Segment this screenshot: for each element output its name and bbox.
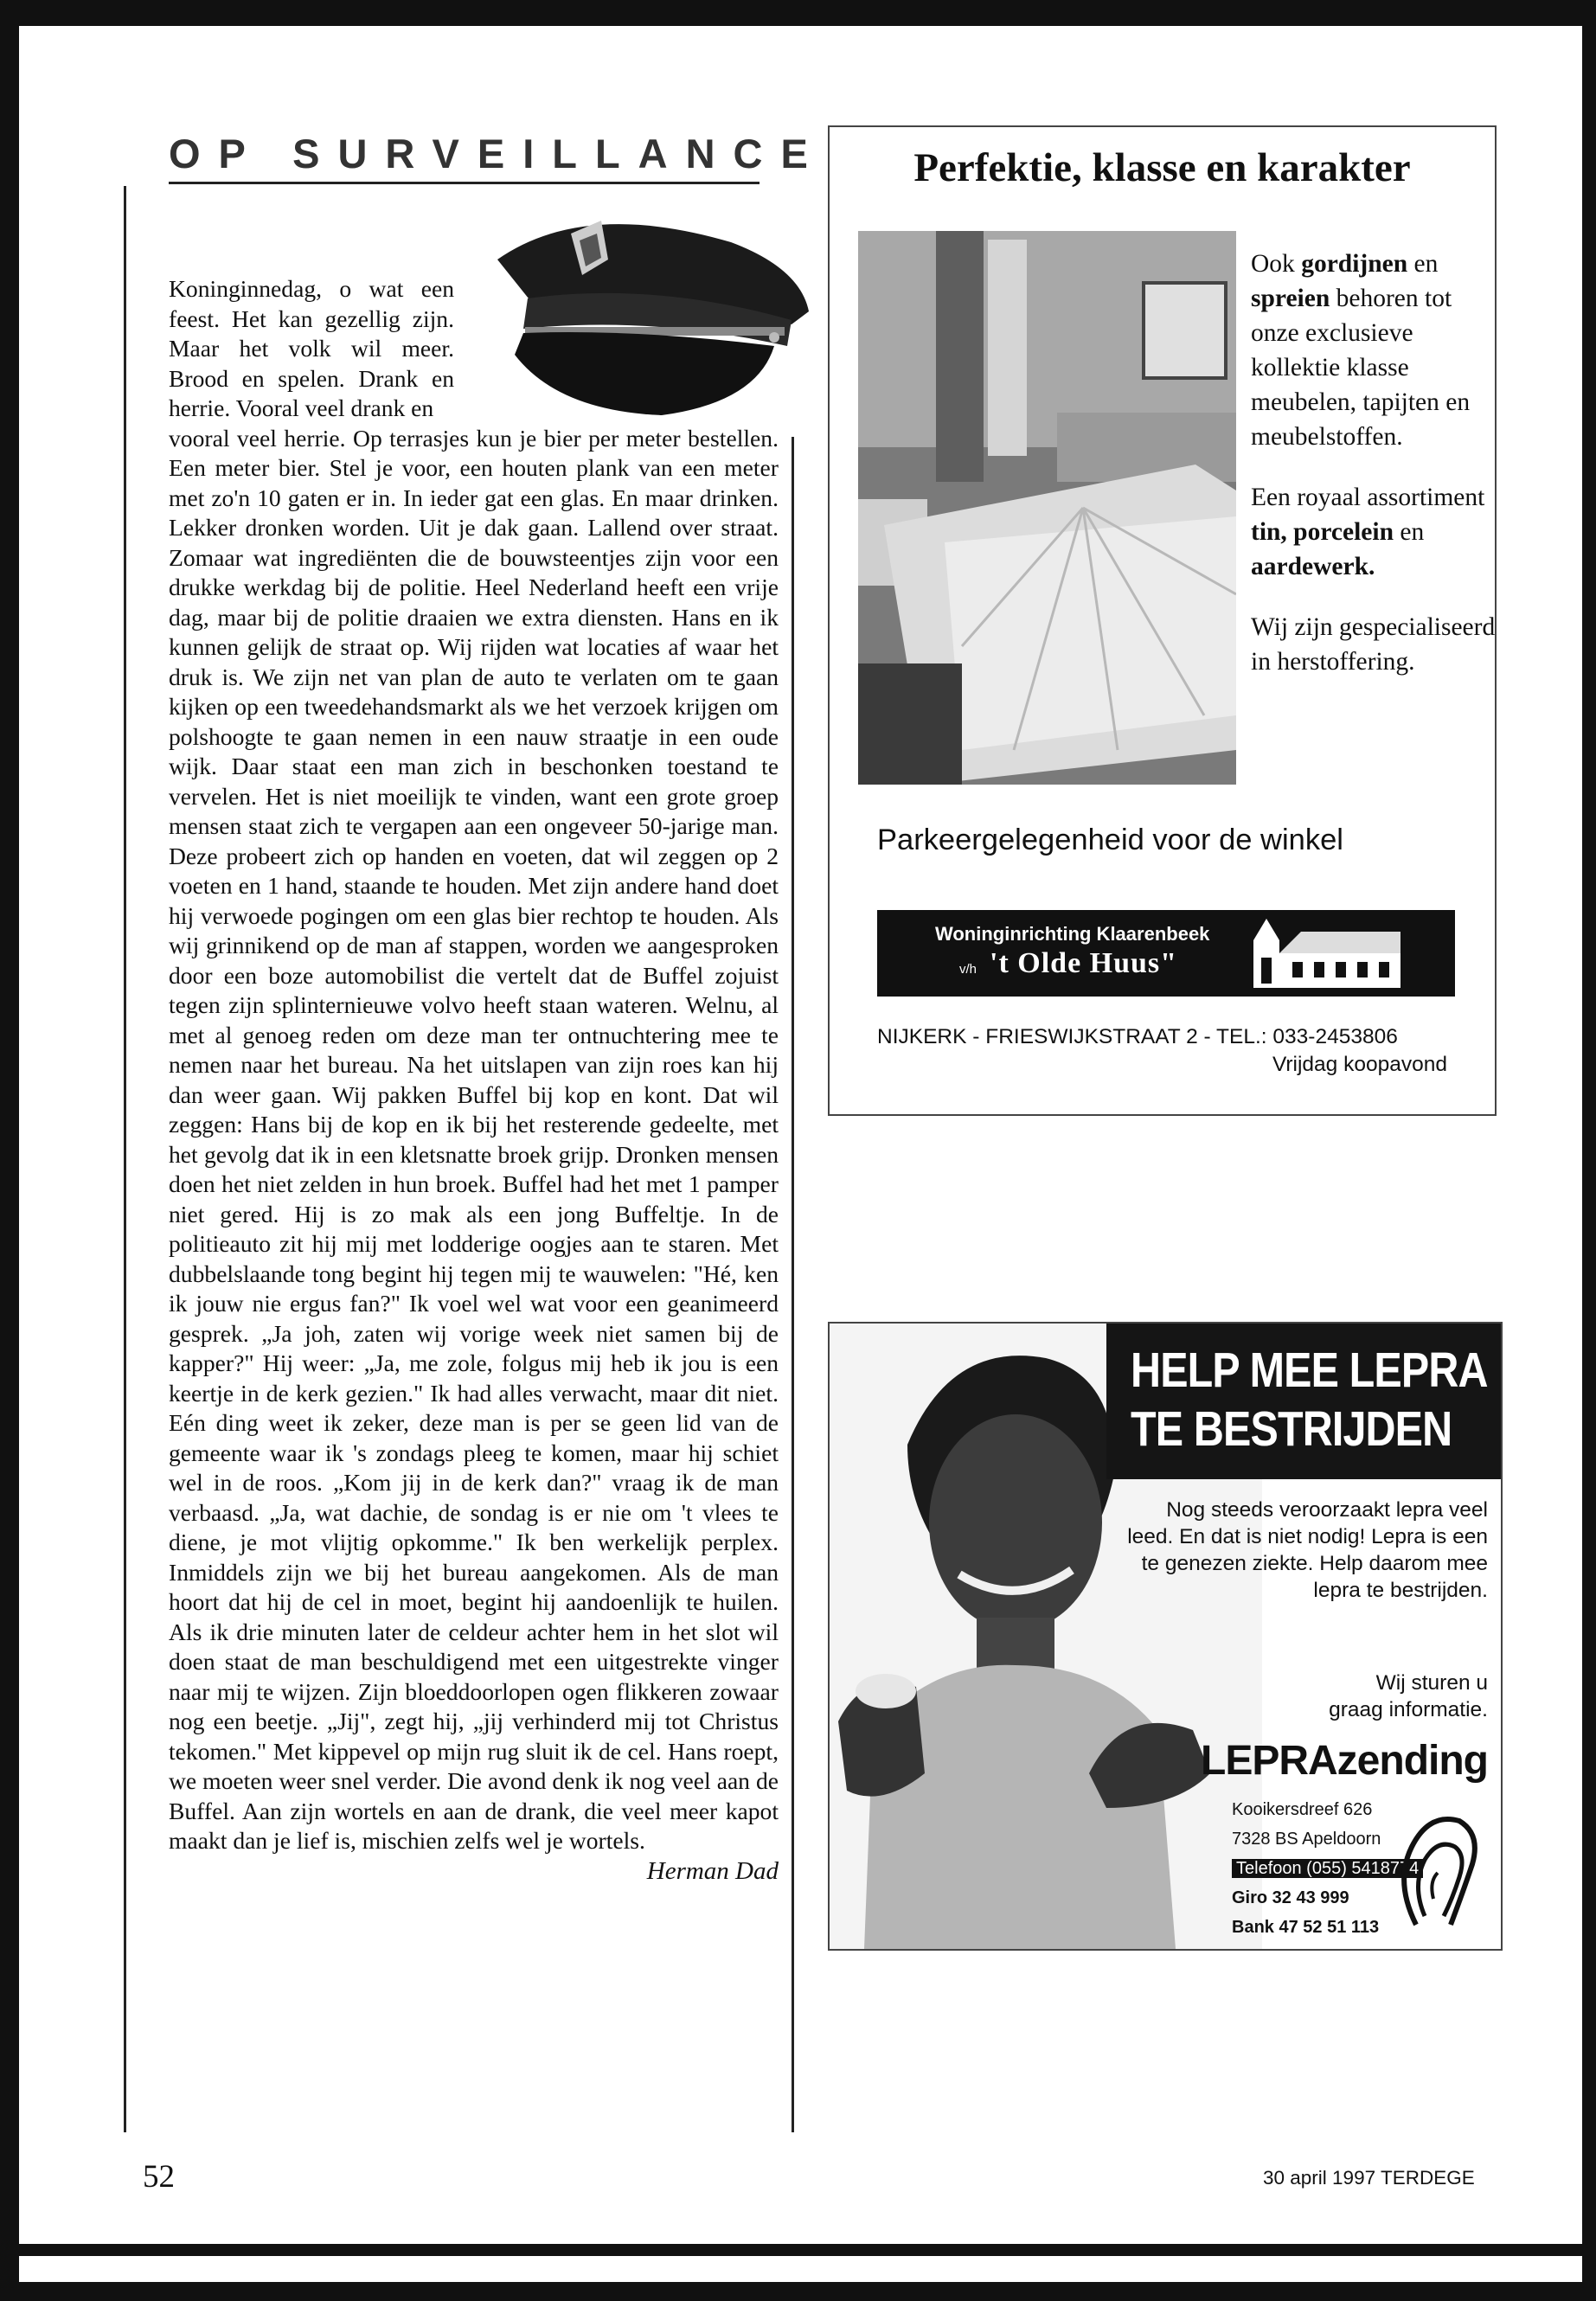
lepra-bank: Bank 47 52 51 113 (1232, 1918, 1380, 1937)
furniture-ad-headline: Perfektie, klasse en karakter (913, 145, 1411, 190)
house-icon (1249, 914, 1405, 992)
furniture-ad-paragraph-3: Wij zijn gespecialiseerd in herstoffering. (1251, 613, 1496, 676)
page-border-right (1582, 0, 1596, 2301)
furniture-ad-copy (1251, 247, 1497, 705)
page-border-bottom-band (0, 2244, 1596, 2256)
lepra-info-note: Wij sturen u graag informatie. (1329, 1671, 1488, 1721)
article (169, 274, 779, 1886)
furniture-ad-paragraph-2: Een royaal assortiment tin, porcelein en aardewerk. (1251, 484, 1485, 580)
lepra-message: Nog steeds veroorzaakt lepra veel leed. En dat is niet nodig! Lepra is een te genezen ziekte. Help daarom mee lepra te bestrijden. (1127, 1498, 1488, 1602)
furniture-ad-paragraph-1: Ook gordijnen en spreien behoren tot onze exclusieve kollektie klasse meubelen, tapijten en meubelstoffen. (1251, 250, 1471, 451)
shop-logo-bar (877, 910, 1455, 997)
page-border-top (0, 0, 1596, 26)
lepra-logo-icon (1390, 1804, 1485, 1933)
shop-prefix: v/h (959, 962, 977, 977)
shop-address: NIJKERK - FRIESWIJKSTRAAT 2 - TEL.: 033-2453806 (877, 1025, 1398, 1048)
article-lead: Koninginnedag, o wat een feest. Het kan gezellig zijn. Maar het volk wil meer. Brood en spelen. Drank en herrie. Vooral veel drank en (169, 275, 454, 421)
shop-logo-text: 't Olde Huus" (990, 947, 1178, 979)
furniture-ad (828, 125, 1497, 1116)
section-title: OP SURVEILLANCE (169, 131, 826, 176)
bedroom-photo (858, 231, 1236, 785)
lepra-street: Kooikersdreef 626 (1232, 1800, 1373, 1819)
lepra-phone: Telefoon (055) 5418774 (1232, 1859, 1423, 1878)
column-rule-middle (792, 437, 794, 2132)
parking-note: Parkeergelegenheid voor de winkel (877, 824, 1343, 856)
shop-opening-note: Vrijdag koopavond (1272, 1053, 1447, 1076)
shop-name: Woninginrichting Klaarenbeek (935, 923, 1210, 945)
column-rule-left (124, 186, 126, 2132)
lepra-headline-line-1: HELP MEE LEPRA (1131, 1343, 1488, 1398)
lepra-headline (1106, 1324, 1501, 1479)
lepra-city: 7328 BS Apeldoorn (1232, 1830, 1381, 1849)
page-border-bottom (0, 2282, 1596, 2301)
page-number: 52 (143, 2159, 175, 2195)
lepra-headline-line-2: TE BESTRIJDEN (1131, 1401, 1452, 1457)
issue-date: 30 april 1997 TERDEGE (1263, 2167, 1475, 2189)
article-body: vooral veel herrie. Op terrasjes kun je bier per meter bestellen. Een meter bier. Stel je voor, een houten plank van een meter met zo'n 10 gaten er in. In ieder gat een glas. En maar drinken. Lekker dronken worden. Uit je dak gaan. Lallend over straat. Zomaar wat ingrediënten die de bouwsteentjes zijn voor een drukke werkdag bij de politie. Heel Nederland heeft een vrije dag, maar bij de politie draaien we extra diensten. Hans en ik kunnen gelijk de straat op. Wij rijden wat locaties af waar het druk is. We zijn net van plan de auto te verlaten om te gaan kijken op een tweedehandsmarkt als we het verzoek krijgen om polshoogte te gaan nemen in een nauw straatje in een oude wijk. Daar staat een man zich in beschonken toestand te vervelen. Het is niet moeilijk te vinden, want een grote groep mensen staat zich te vergapen aan een ongeveer 50-jarige man. Deze probeert zich op handen en voeten, dat wil zeggen op 2 voeten en 1 hand, staande te houden. Met zijn andere hand doet hij verwoede pogingen om een glas bier rechtop te houden. Als wij grinnikend op de man af stappen, worden we aangesproken door een boze automobilist die vertelt dat de Buffel zojuist tegen zijn splinternieuwe volvo heeft staan wateren. Welnu, al met al genoeg reden om deze man ter ontnuchtering mee te nemen naar het bureau. Na het uitslapen van zijn roes kan hij dan weer gaan. Wij pakken Buffel bij kop en kont. Dat wil zeggen: Hans bij de kop en ik bij het resterende gedeelte, met het gevolg dat ik in een kletsnatte broek grijp. Dronken mensen doen het niet zelden in hun broek. Buffel had het met 1 pamper niet gered. Hij is zo mak als een jong Buffeltje. In de politieauto zit hij mij met lodderige oogjes aan te staren. Met dubbelslaande tong begint hij tegen mij te wauwelen: "Hé, ken ik jouw nie ergus fan?" Ik voel wel wat voor een geanimeerd gesprek. „Ja joh, zaten wij vorige week niet samen bij de kapper?" Hij weer: „Ja, me zole, folgus mij heb ik jou is een keertje in de kerk gezien." Ik had alles verwacht, maar dit niet. Eén ding weet ik zeker, deze man is per se geen lid van de gemeente waar ik 's zondags pleeg te komen, maar hij schiet wel in de roos. „Kom jij in de kerk dan?" vraag ik de man verbaasd. „Ja, wat dachie, de sondag is er nie om 't vlees te diene, je mot vlijtig opkomme." Ik ben werkelijk perplex. Inmiddels zijn we bij het bureau aangekomen. Als de man hoort dat hij de cel in moet, begint hij aandoenlijk te huilen. Als ik drie minuten later de celdeur achter hem in het slot wil doen staat de man beschuldigend met een uitgestrekte vinger naar mij te wijzen. Zijn bloeddoorlopen ogen flikkeren zowaar nog een beetje. „Jij", zegt hij, „jij verhinderd mij tot Christus tekomen." Met kippevel op mijn rug sluit ik de cel. Hans roept, we moeten weer snel verder. Die avond denk ik nog veel aan de Buffel. Aan zijn wortels en aan de drank, die veel meer kapot maakt dan je lief is, mischien zelfs wel je wortels. (169, 424, 779, 1854)
page-border-left (0, 0, 19, 2301)
lepra-ad (828, 1322, 1503, 1951)
lepra-brand: LEPRAzending (1201, 1738, 1488, 1784)
title-underline (169, 182, 760, 184)
lepra-giro: Giro 32 43 999 (1232, 1888, 1349, 1907)
article-author: Herman Dad (646, 1856, 779, 1885)
